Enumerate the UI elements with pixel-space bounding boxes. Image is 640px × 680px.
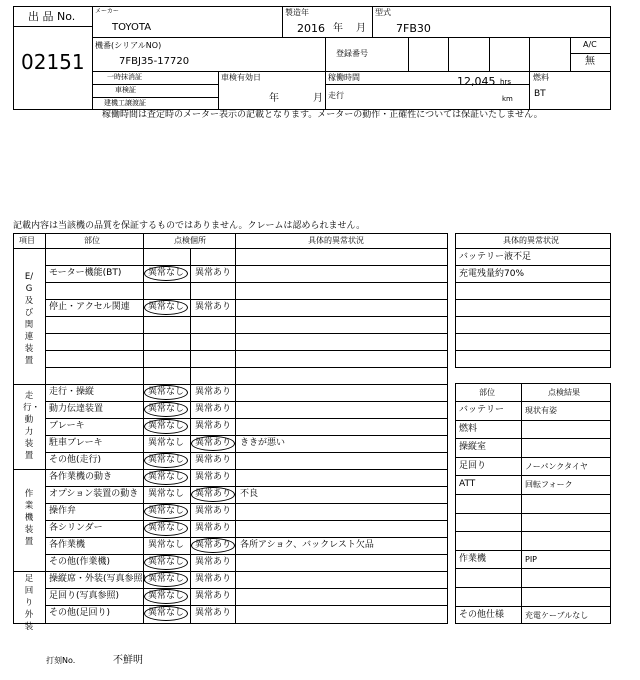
option-ng[interactable]: 異常あり [195, 540, 232, 550]
header-divider [325, 84, 529, 85]
selection-circle [191, 487, 235, 502]
header-divider [325, 37, 326, 110]
table-header-line [13, 248, 448, 249]
model-value: 7FB30 [396, 22, 431, 35]
option-ng[interactable]: 異常あり [195, 302, 232, 312]
notice-hours: 稼働時間は査定時のメーター表示の記載となります。メーターの動作・正確性については保証いたしません。 [102, 110, 543, 120]
side-result-divider [455, 531, 611, 532]
construction-cert-label: 建機工譲渡証 [104, 99, 146, 107]
row-divider [45, 486, 448, 487]
side-result-value: 回転フォーク [525, 480, 573, 489]
detail-text: 各所アショク、バックレスト欠品 [240, 540, 374, 550]
side-result-divider [455, 513, 611, 514]
header-divider [92, 6, 93, 110]
header-divider [218, 71, 219, 110]
side-detail-divider [455, 299, 611, 300]
header-divider [448, 37, 449, 71]
selection-circle [144, 606, 188, 621]
part-label: 各シリンダー [49, 523, 103, 533]
part-label: 各作業機 [49, 540, 86, 550]
inspection-month-unit: 月 [313, 93, 323, 104]
option-ok[interactable]: 異常なし [148, 472, 185, 482]
side-detail-line: バッテリー液不足 [459, 252, 532, 262]
engraving-label: 打刻No. [46, 656, 76, 665]
col-header-item: 項目 [19, 236, 35, 245]
part-label: 操作弁 [49, 506, 77, 516]
header-divider [529, 37, 530, 110]
option-ok[interactable]: 異常なし [148, 302, 185, 312]
option-ok[interactable]: 異常なし [148, 608, 185, 618]
side-result-part: 作業機 [459, 554, 487, 564]
hours-value: 12,045 [457, 75, 496, 88]
row-divider [45, 435, 448, 436]
ac-value: 無 [585, 56, 595, 67]
maker-value: TOYOTA [112, 22, 152, 33]
option-ng[interactable]: 異常あり [195, 455, 232, 465]
option-ng[interactable]: 異常あり [195, 472, 232, 482]
group-label: E/G及び関連装置 [24, 272, 34, 366]
part-label: モーター機能(BT) [49, 268, 122, 278]
side-result-divider [455, 587, 611, 588]
side-result-part: ATT [459, 479, 476, 489]
row-divider [45, 452, 448, 453]
part-label: その他(作業機) [49, 557, 111, 567]
table-divider [235, 233, 236, 624]
side-detail-divider [455, 350, 611, 351]
travel-label: 走行 [328, 91, 344, 100]
side-result-divider [455, 420, 611, 421]
serial-value: 7FBJ35-17720 [119, 56, 190, 67]
month-unit: 月 [356, 23, 366, 34]
side-result-value: 現状有姿 [525, 406, 557, 415]
header-divider [282, 6, 283, 37]
km-unit: km [502, 95, 513, 103]
notice-quality: 記載内容は当該機の品質を保証するものではありません。クレームは認められません。 [13, 221, 366, 231]
option-ok[interactable]: 異常なし [148, 404, 185, 414]
side-detail-divider [455, 248, 611, 249]
selection-circle [144, 300, 188, 315]
side-result-value: 充電ケーブルなし [525, 611, 589, 620]
option-ng[interactable]: 異常あり [195, 506, 232, 516]
side-detail-divider [455, 316, 611, 317]
header-divider [92, 84, 218, 85]
vehicle-cert-label: 車検証 [115, 86, 136, 94]
part-label: オプション装置の動き [49, 489, 139, 499]
row-divider [45, 282, 448, 283]
row-divider [45, 554, 448, 555]
row-divider [45, 605, 448, 606]
temp-permit-label: 一時抹消証 [107, 73, 142, 81]
selection-circle [191, 538, 235, 553]
col-header-check: 点検個所 [174, 236, 206, 245]
row-divider [45, 367, 448, 368]
side-result-divider [455, 494, 611, 495]
registration-label: 登録番号 [336, 49, 368, 58]
selection-circle [144, 572, 188, 587]
header-divider [408, 37, 409, 71]
option-ok[interactable]: 異常なし [148, 421, 185, 431]
option-ok[interactable]: 異常なし [148, 455, 185, 465]
option-ok[interactable]: 異常なし [148, 268, 185, 278]
table-divider [190, 248, 191, 624]
row-divider [45, 588, 448, 589]
fuel-label: 燃料 [533, 73, 549, 82]
header-divider [489, 37, 490, 71]
part-label: 走行・操縦 [49, 387, 95, 397]
header-divider [92, 71, 611, 72]
selection-circle [144, 555, 188, 570]
option-ng[interactable]: 異常あり [195, 523, 232, 533]
engraving-value: 不鮮明 [113, 655, 143, 666]
side-result-divider [455, 438, 611, 439]
side-detail-divider [455, 333, 611, 334]
row-divider [45, 401, 448, 402]
part-label: 動力伝達装置 [49, 404, 104, 414]
serial-label: 機番(シリアルNO) [95, 41, 162, 50]
side-result-header-part: 部位 [479, 388, 495, 397]
row-divider [45, 537, 448, 538]
side-result-part: バッテリー [459, 405, 505, 415]
year-value: 2016 [297, 22, 325, 35]
option-ok[interactable]: 異常なし [148, 540, 185, 550]
side-result-part: 足回り [459, 461, 487, 471]
header-divider [92, 37, 611, 38]
year-unit: 年 [333, 23, 343, 34]
side-result-value: ノーパンクタイヤ [525, 462, 588, 471]
selection-circle [191, 436, 235, 451]
selection-circle [144, 266, 188, 281]
hours-unit: hrs [500, 78, 511, 86]
option-ok[interactable]: 異常なし [148, 489, 185, 499]
header-divider [13, 26, 92, 27]
part-label: 操縦席・外装(写真参照) [49, 574, 147, 584]
group-label: 作業機装置 [24, 489, 34, 547]
row-divider [45, 333, 448, 334]
option-ng[interactable]: 異常あり [195, 438, 232, 448]
inspection-label: 車検有効日 [221, 73, 261, 82]
side-detail-header: 具体的異常状況 [503, 236, 559, 245]
selection-circle [144, 589, 188, 604]
side-result-header-result: 点検結果 [548, 388, 580, 397]
row-divider [13, 469, 448, 470]
selection-circle [144, 419, 188, 434]
side-result-divider [455, 550, 611, 551]
header-divider [570, 53, 611, 54]
side-result-divider [455, 457, 611, 458]
option-ok[interactable]: 異常なし [148, 574, 185, 584]
row-divider [45, 350, 448, 351]
option-ok[interactable]: 異常なし [148, 387, 185, 397]
hours-label: 稼働時間 [328, 73, 360, 82]
selection-circle [144, 453, 188, 468]
option-ng[interactable]: 異常あり [195, 489, 232, 499]
row-divider [45, 265, 448, 266]
selection-circle [144, 385, 188, 400]
selection-circle [144, 402, 188, 417]
selection-circle [144, 504, 188, 519]
header-divider [372, 6, 373, 37]
detail-text: 不良 [240, 489, 259, 499]
row-divider [45, 520, 448, 521]
header-divider [92, 97, 218, 98]
side-detail-line: 充電残量約70% [459, 269, 525, 279]
part-label: 足回り(写真参照) [49, 591, 120, 601]
side-result-value: PIP [525, 555, 538, 564]
inspection-year-unit: 年 [269, 93, 279, 104]
selection-circle [144, 521, 188, 536]
side-result-part: 操縦室 [459, 442, 487, 452]
option-ok[interactable]: 異常なし [148, 557, 185, 567]
option-ok[interactable]: 異常なし [148, 506, 185, 516]
part-label: 駐車ブレーキ [49, 438, 103, 448]
option-ng[interactable]: 異常あり [195, 404, 232, 414]
row-divider [13, 571, 448, 572]
detail-text: ききが悪い [240, 438, 286, 448]
part-label: その他(走行) [49, 455, 102, 465]
option-ok[interactable]: 異常なし [148, 523, 185, 533]
model-label: 型式 [375, 8, 391, 17]
col-header-detail: 具体的異常状況 [308, 236, 364, 245]
year-label: 製造年 [285, 8, 309, 17]
col-header-part: 部位 [84, 236, 100, 245]
part-label: 各作業機の動き [49, 472, 113, 482]
part-label: 停止・アクセル関連 [49, 302, 130, 312]
side-result-part: その他仕様 [459, 610, 505, 620]
lot-number: 02151 [21, 50, 85, 74]
row-divider [45, 316, 448, 317]
selection-circle [144, 470, 188, 485]
option-ng[interactable]: 異常あり [195, 387, 232, 397]
option-ok[interactable]: 異常なし [148, 591, 185, 601]
side-detail-divider [455, 265, 611, 266]
row-divider [45, 299, 448, 300]
part-label: ブレーキ [49, 421, 85, 431]
maker-label: メーカー [95, 8, 119, 15]
option-ng[interactable]: 異常あり [195, 421, 232, 431]
group-label: 走行・動力装置 [23, 391, 41, 461]
option-ng[interactable]: 異常あり [195, 268, 232, 278]
option-ng[interactable]: 異常あり [195, 608, 232, 618]
side-result-divider [455, 568, 611, 569]
ac-label: A/C [583, 40, 597, 49]
row-divider [13, 384, 448, 385]
header-divider [570, 37, 571, 71]
option-ng[interactable]: 異常あり [195, 557, 232, 567]
side-result-divider [455, 475, 611, 476]
row-divider [45, 418, 448, 419]
fuel-value: BT [534, 89, 546, 99]
lot-label: 出 品 No. [28, 10, 76, 23]
option-ok[interactable]: 異常なし [148, 438, 185, 448]
group-label: 足回り外装 [24, 574, 34, 632]
option-ng[interactable]: 異常あり [195, 574, 232, 584]
side-result-header-line [455, 401, 611, 402]
side-result-divider [455, 606, 611, 607]
part-label: その他(足回り) [49, 608, 111, 618]
side-detail-divider [455, 282, 611, 283]
side-result-part: 燃料 [459, 424, 478, 434]
row-divider [45, 503, 448, 504]
table-divider [45, 233, 46, 624]
option-ng[interactable]: 異常あり [195, 591, 232, 601]
